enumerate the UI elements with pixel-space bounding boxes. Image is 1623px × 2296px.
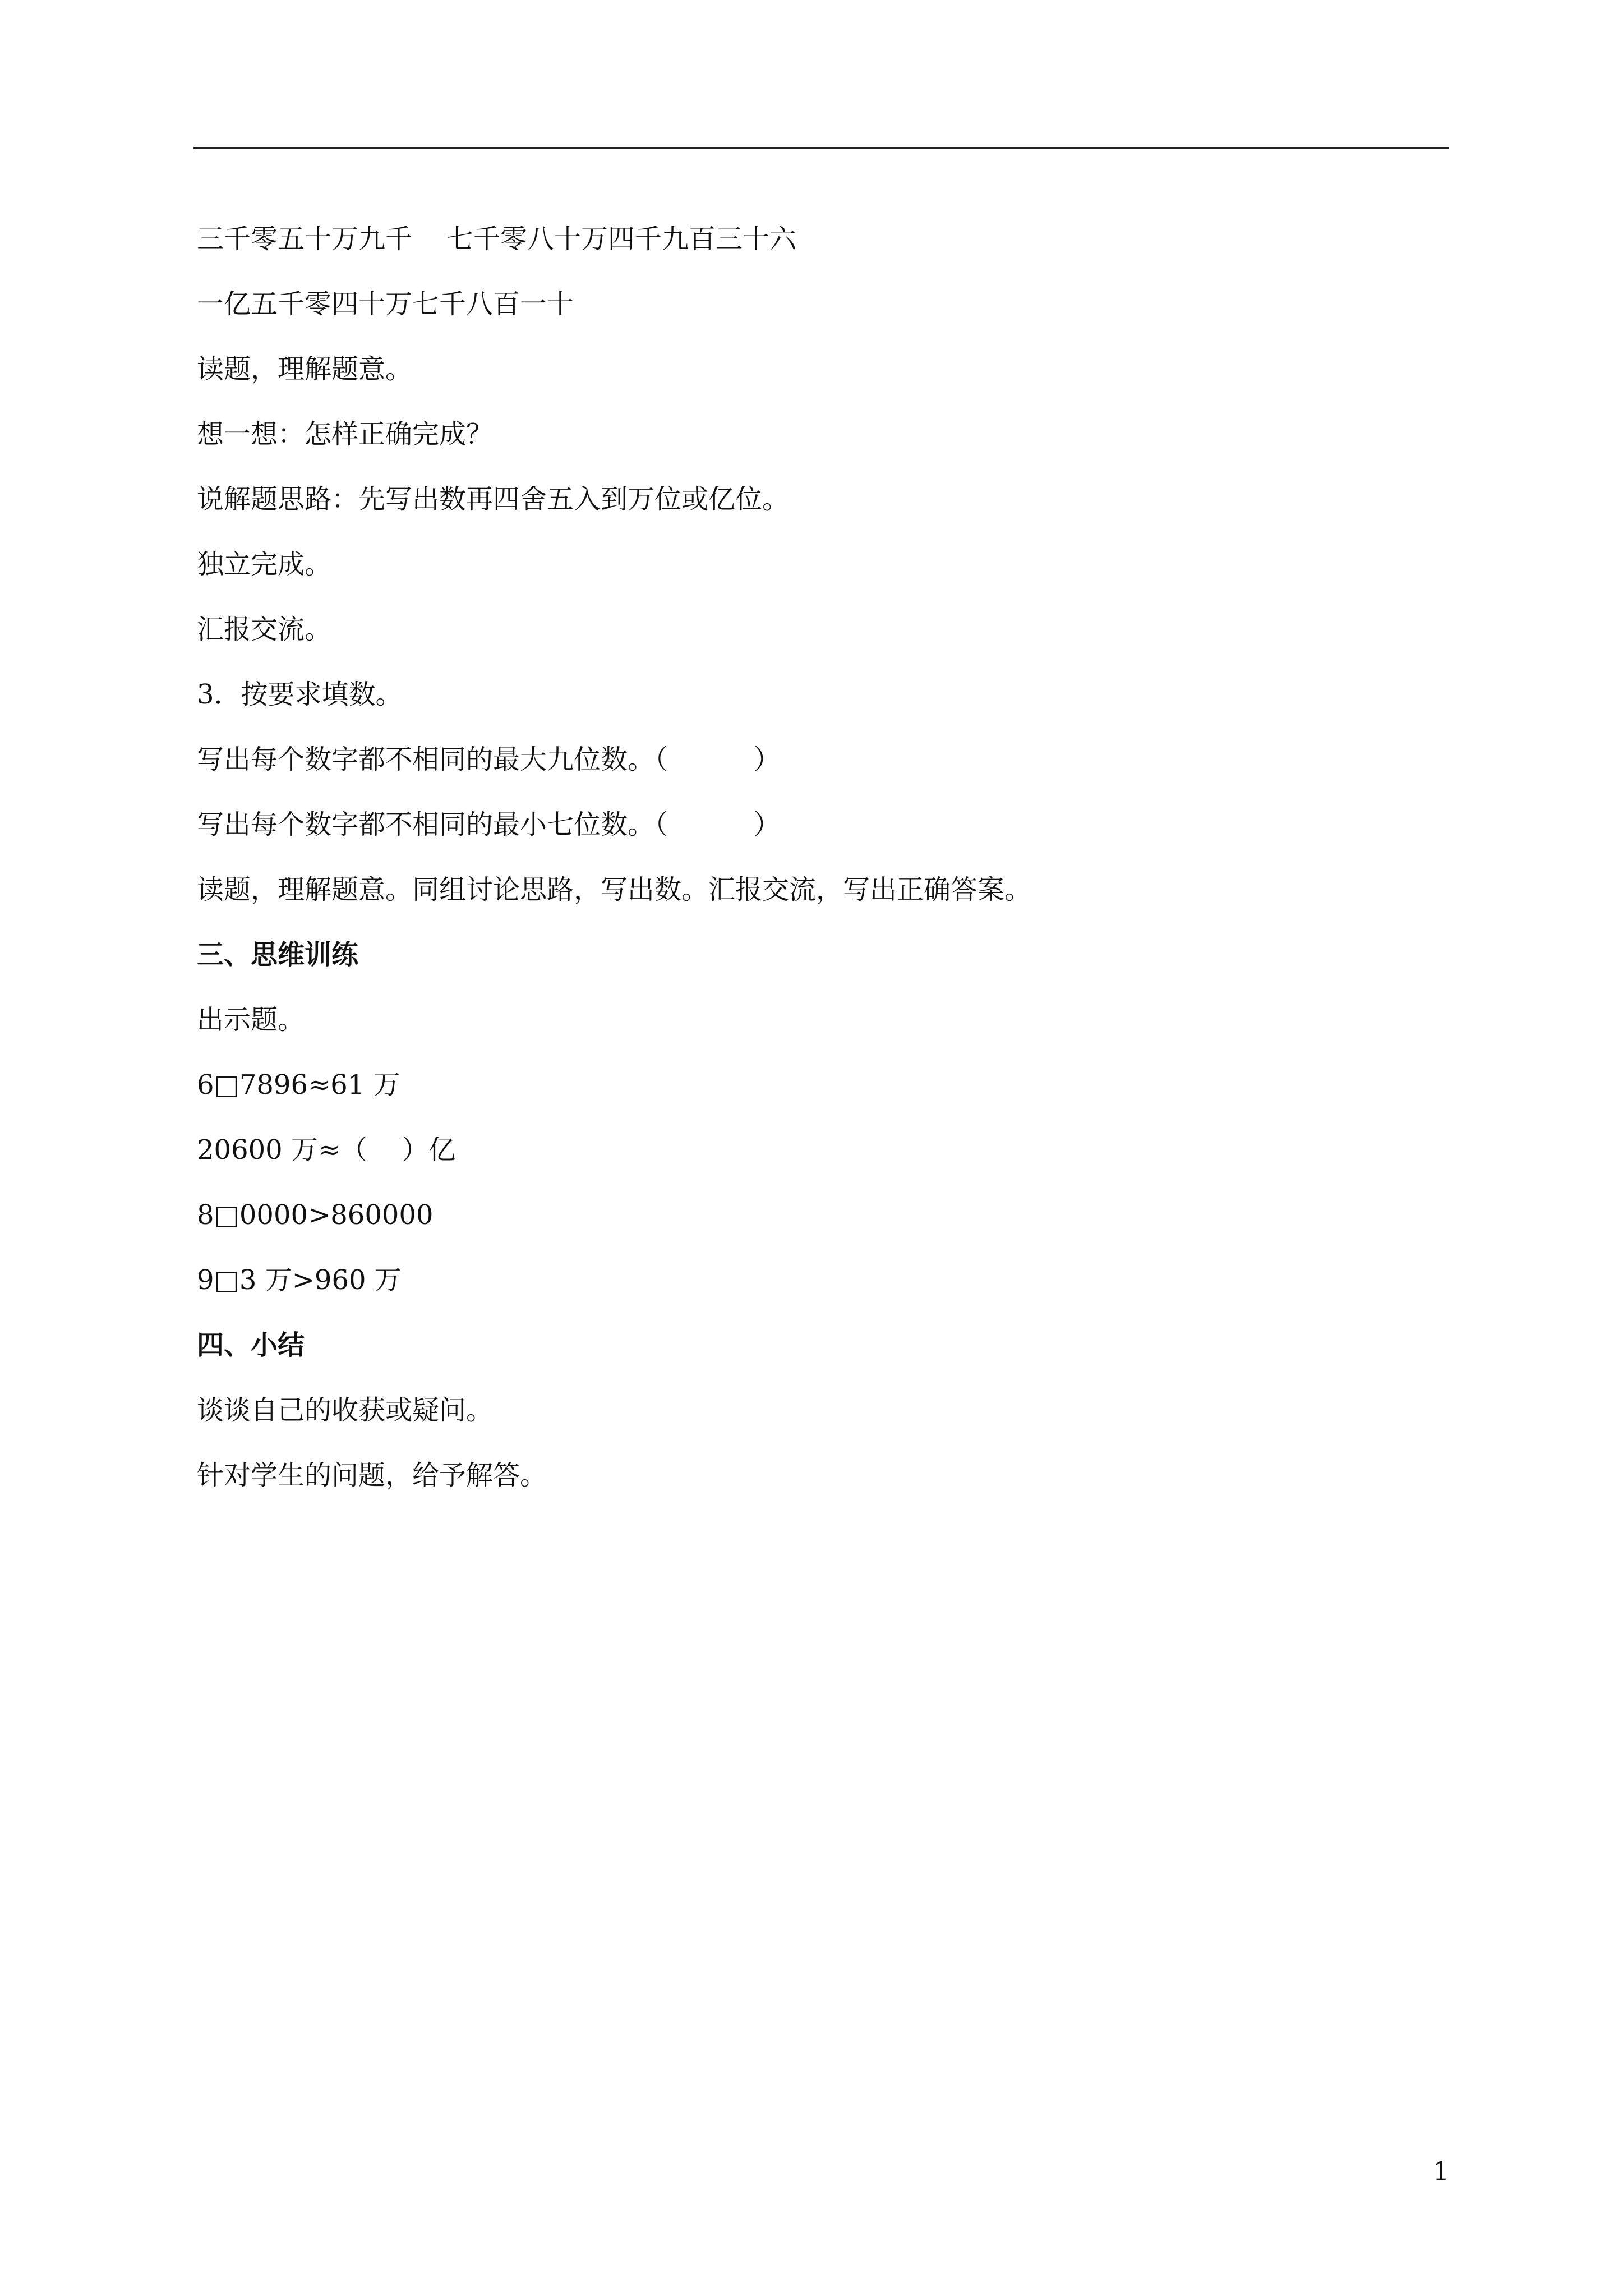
text-line: 汇报交流。 xyxy=(197,614,332,645)
text-line: 想一想：怎样正确完成？ xyxy=(197,418,494,450)
text-line: 写出每个数字都不相同的最大九位数。（ ） xyxy=(197,744,781,775)
text-line: 独立完成。 xyxy=(197,549,332,580)
text-line: 谈谈自己的收获或疑问。 xyxy=(197,1395,494,1426)
document-body xyxy=(197,206,1431,1508)
page-number: 1 xyxy=(1433,2156,1450,2186)
text-line: 20600 万≈（ ）亿 xyxy=(197,1134,456,1166)
section-heading: 三、思维训练 xyxy=(197,939,359,970)
text-line: 出示题。 xyxy=(197,1004,305,1036)
text-line: 写出每个数字都不相同的最小七位数。（ ） xyxy=(197,809,781,840)
text-line: 针对学生的问题，给予解答。 xyxy=(197,1460,547,1491)
text-line: 读题，理解题意。同组讨论思路，写出数。汇报交流，写出正确答案。 xyxy=(197,874,1032,905)
text-line: 三千零五十万九千 七千零八十万四千九百三十六 xyxy=(197,223,797,255)
text-line: 6□7896≈61 万 xyxy=(197,1069,400,1101)
section-heading: 四、小结 xyxy=(197,1329,305,1361)
text-line: 3．按要求填数。 xyxy=(197,679,403,710)
header-rule xyxy=(193,147,1449,149)
text-line: 一亿五千零四十万七千八百一十 xyxy=(197,288,574,320)
text-line: 9□3 万>960 万 xyxy=(197,1264,402,1296)
text-line: 8□0000>860000 xyxy=(197,1199,434,1231)
text-line: 说解题思路：先写出数再四舍五入到万位或亿位。 xyxy=(197,484,790,515)
text-line: 读题，理解题意。 xyxy=(197,353,413,385)
